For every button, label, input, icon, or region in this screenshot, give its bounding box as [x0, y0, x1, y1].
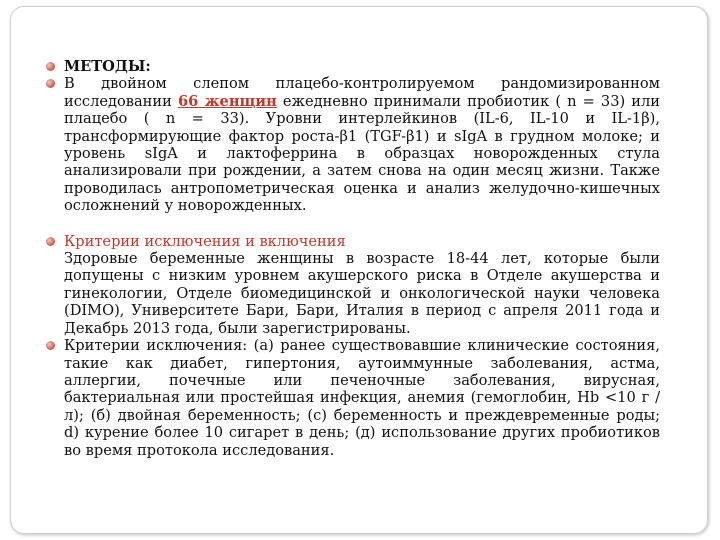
bullet-icon: [46, 341, 55, 350]
inclusion-text: Здоровые беременные женщины в возрасте 18-44 лет, которые были допущены с низким уровнем акушерского риска в Отделе акушерства и гинекологии, Отделе биомедицинской и онкологической науки человека (DIMO), Университете Бари, Бари, Италия в период с апреля 2011 года и Декабрь 2013 года, были зарегистрированы.: [64, 250, 660, 337]
criteria-heading: Критерии исключения и включения: [64, 232, 346, 250]
exclusion-paragraph: [46, 337, 660, 459]
slide-content: [46, 58, 660, 459]
bullet-icon: [46, 237, 55, 246]
methods-text-a: В двойном слепом плацебо-контролируемом рандомизированном исследовании: [64, 75, 660, 110]
methods-paragraph: [46, 75, 660, 214]
exclusion-text: Критерии исключения: (а) ранее существовавшие клинические состояния, такие как диабет, гипертония, аутоиммунные заболевания, астма, аллергии, почечные или печеночные заболевания, вирусная, бактериальная или простейшая инфекция, анемия (гемоглобин, Hb <10 г / л); (б) двойная беременность; (с) беременность и преждевременные роды; d) курение более 10 сигарет в день; (д) использование других пробиотиков во время протокола исследования.: [64, 337, 660, 459]
women-count-highlight: 66 женщин: [177, 92, 277, 110]
methods-heading-item: [46, 58, 660, 75]
bullet-icon: [46, 79, 55, 88]
inclusion-paragraph: [46, 250, 660, 337]
methods-heading: МЕТОДЫ:: [64, 58, 151, 75]
criteria-heading-item: [46, 233, 660, 250]
methods-text-b: ежедневно принимали пробиотик ( n = 33) или плацебо ( n = 33). Уровни интерлейкинов (IL-6, IL-10 и IL-1β), трансформирующие фактор роста-β1 (TGF-β1) и sIgA в грудном молоке; и уровень sIgA и лактоферрина в образцах новорожденных стула анализировали при рождении, а затем снова на один месяц жизни. Также проводилась антропометрическая оценка и анализ желудочно-кишечных осложнений у новорожденных.: [64, 92, 660, 215]
bullet-icon: [46, 62, 55, 71]
